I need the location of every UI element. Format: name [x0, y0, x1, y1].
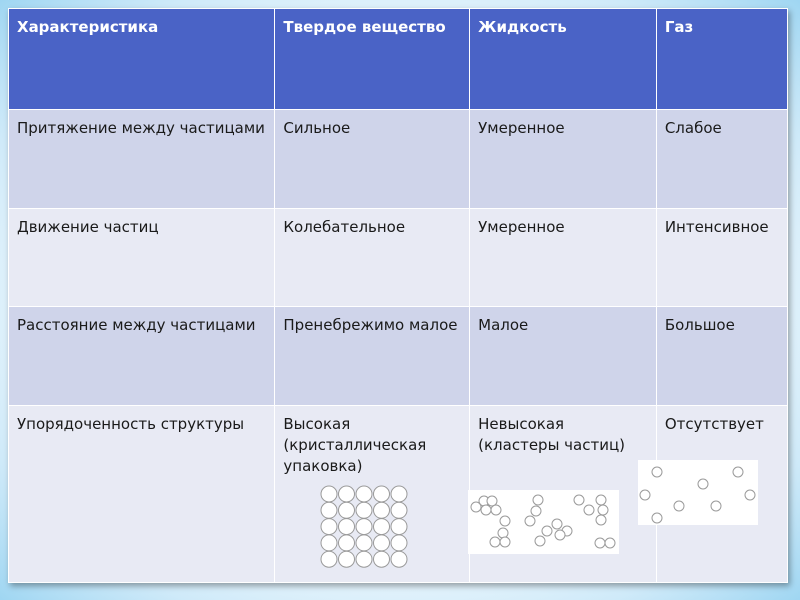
solid-particles-svg: [320, 485, 408, 568]
cell-liquid: Малое: [470, 307, 657, 406]
row-label: Расстояние между частицами: [9, 307, 275, 406]
row-label: Движение частиц: [9, 208, 275, 307]
solid-particle: [374, 519, 390, 535]
solid-particle: [321, 535, 337, 551]
cell-liquid: Невысокая (кластеры частиц): [470, 405, 657, 582]
solid-particle: [374, 535, 390, 551]
solid-particle: [391, 519, 407, 535]
solid-particle: [391, 486, 407, 502]
table-row: [9, 110, 788, 209]
cell-solid: Сильное: [275, 110, 470, 209]
solid-particles-diagram: [320, 485, 408, 568]
cell-gas: Отсутствует: [656, 405, 787, 582]
solid-particle: [339, 551, 355, 567]
cell-gas: Большое: [656, 307, 787, 406]
liquid-particles-diagram: [468, 490, 619, 554]
cell-gas: Слабое: [656, 110, 787, 209]
solid-particle: [339, 502, 355, 518]
cell-liquid: Умеренное: [470, 208, 657, 307]
gas-particles-svg: [638, 460, 758, 525]
solid-particle: [356, 502, 372, 518]
liquid-particles-svg: [468, 490, 619, 554]
solid-particle: [356, 486, 372, 502]
cell-liquid: Умеренное: [470, 110, 657, 209]
header-liquid: Жидкость: [470, 9, 657, 110]
solid-particle: [321, 486, 337, 502]
solid-particle: [321, 519, 337, 535]
solid-particle: [339, 486, 355, 502]
cell-solid: Колебательное: [275, 208, 470, 307]
solid-particle: [339, 519, 355, 535]
solid-particle: [391, 502, 407, 518]
solid-particle: [356, 519, 372, 535]
gas-particles-diagram: [638, 460, 758, 525]
solid-particle: [321, 502, 337, 518]
cell-gas: Интенсивное: [656, 208, 787, 307]
table-row: [9, 307, 788, 406]
solid-particle: [321, 551, 337, 567]
solid-particle: [391, 535, 407, 551]
cell-solid: Высокая (кристаллическая упаковка): [275, 405, 470, 582]
row-label: Упорядоченность структуры: [9, 405, 275, 582]
solid-particle: [356, 551, 372, 567]
solid-particle: [374, 551, 390, 567]
header-row: [9, 9, 788, 110]
table-row: [9, 208, 788, 307]
cell-solid: Пренебрежимо малое: [275, 307, 470, 406]
header-gas: Газ: [656, 9, 787, 110]
solid-particle: [391, 551, 407, 567]
header-solid: Твердое вещество: [275, 9, 470, 110]
solid-particle: [356, 535, 372, 551]
solid-particle: [374, 502, 390, 518]
header-characteristic: Характеристика: [9, 9, 275, 110]
solid-particle: [339, 535, 355, 551]
solid-particle: [374, 486, 390, 502]
row-label: Притяжение между частицами: [9, 110, 275, 209]
